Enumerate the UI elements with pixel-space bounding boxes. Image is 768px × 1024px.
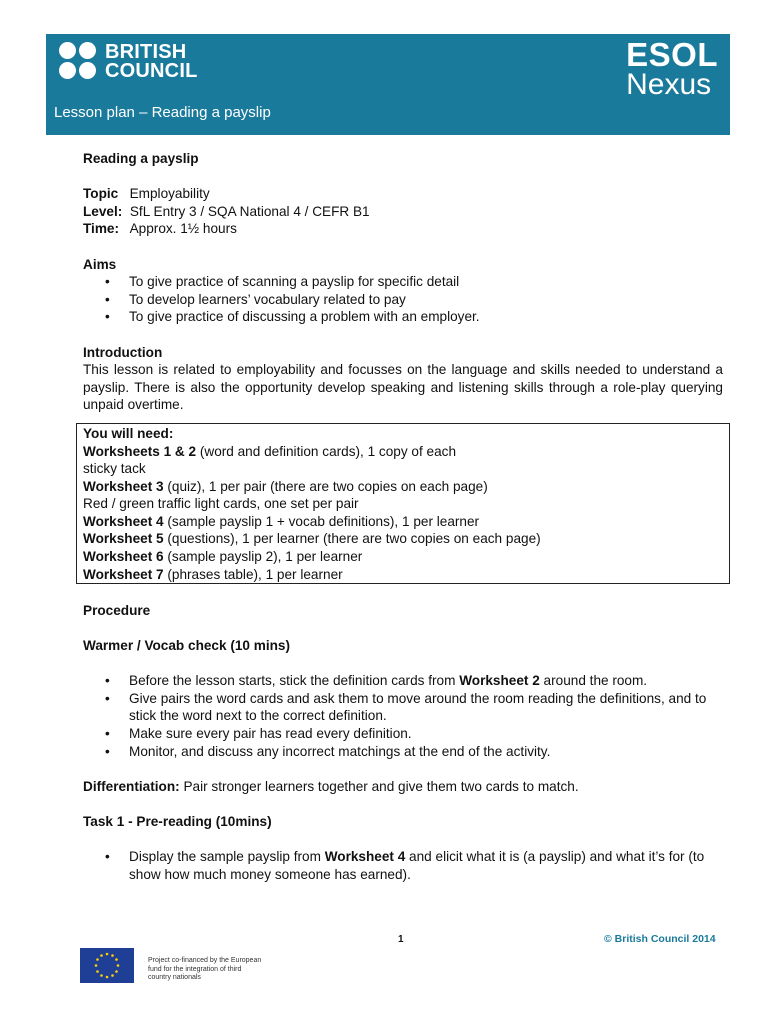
materials-item: Worksheet 5 (questions), 1 per learner (there are two copies on each page) [83, 531, 541, 547]
materials-item: Worksheet 6 (sample payslip 2), 1 per learner [83, 549, 363, 565]
level-line [83, 203, 723, 221]
eu-flag-icon [80, 948, 134, 983]
topic-value: Employability [129, 186, 210, 202]
logo-line-1: BRITISH [105, 41, 187, 63]
differentiation-text: Pair stronger learners together and give them two cards to match. [179, 778, 579, 794]
document-body [83, 150, 723, 883]
page-number: 1 [398, 934, 404, 945]
british-council-dots-icon [59, 42, 99, 82]
aims-heading: Aims [83, 256, 117, 272]
materials-item: Red / green traffic light cards, one set per pair [83, 496, 359, 512]
list-item: • Display the sample payslip from Worksheet 4 and elicit what it is (a payslip) and what it’s for (to show how much money someone has earned). [105, 849, 705, 882]
document-title: Reading a payslip [83, 151, 199, 166]
materials-heading: You will need: [83, 425, 174, 441]
introduction-text: This lesson is related to employability and focusses on the language and skills needed to understand a payslip. There is also the opportunity develop speaking and listening skills through a role-play querying unpaid overtime. [83, 362, 723, 413]
materials-box [76, 423, 730, 584]
materials-item: Worksheet 7 (phrases table), 1 per learner [83, 566, 343, 582]
eu-funding-note: Project co-financed by the European fund for the integration of third country nationals [148, 957, 262, 981]
differentiation-label: Differentiation: [83, 778, 180, 794]
level-label: Level: [83, 203, 123, 219]
header-banner [46, 34, 730, 135]
time-line [83, 220, 723, 238]
esol-nexus-logo [626, 36, 718, 101]
level-value: SfL Entry 3 / SQA National 4 / CEFR B1 [129, 203, 370, 219]
aims-list [83, 273, 723, 326]
list-item: • Before the lesson starts, stick the definition cards from Worksheet 2 around the room. [105, 673, 648, 689]
time-value: Approx. 1½ hours [129, 221, 237, 237]
task1-heading: Task 1 - Pre-reading (10mins) [83, 813, 272, 829]
differentiation-line [83, 778, 723, 796]
warmer-list [83, 672, 723, 760]
list-item: • Give pairs the word cards and ask them to move around the room reading the definitions, and to stick the word next to the correct definition. [105, 690, 707, 724]
topic-line [83, 185, 723, 203]
list-item: • To give practice of discussing a problem with an employer. [105, 309, 480, 325]
materials-item: sticky tack [83, 461, 146, 477]
list-item: • To develop learners’ vocabulary related to pay [105, 291, 406, 307]
list-item: • Make sure every pair has read every definition. [105, 726, 412, 741]
procedure-heading: Procedure [83, 602, 151, 618]
logo-line-2: COUNCIL [105, 60, 198, 82]
task1-list [83, 848, 723, 883]
materials-item: Worksheets 1 & 2 (word and definition cards), 1 copy of each [83, 443, 457, 459]
list-item: • To give practice of scanning a payslip for specific detail [105, 274, 460, 290]
esol-text: ESOL [626, 36, 718, 73]
materials-item: Worksheet 3 (quiz), 1 per pair (there are two copies on each page) [83, 478, 488, 494]
lesson-plan-subtitle: Lesson plan – Reading a payslip [54, 104, 271, 121]
list-item: • Monitor, and discuss any incorrect matchings at the end of the activity. [105, 743, 551, 759]
introduction-heading: Introduction [83, 344, 163, 360]
topic-label: Topic [83, 186, 119, 202]
warmer-heading: Warmer / Vocab check (10 mins) [83, 638, 291, 654]
nexus-text: Nexus [626, 68, 712, 101]
time-label: Time: [83, 221, 120, 237]
british-council-wordmark [105, 43, 198, 81]
materials-item: Worksheet 4 (sample payslip 1 + vocab definitions), 1 per learner [83, 513, 480, 529]
copyright-notice: © British Council 2014 [604, 933, 716, 945]
